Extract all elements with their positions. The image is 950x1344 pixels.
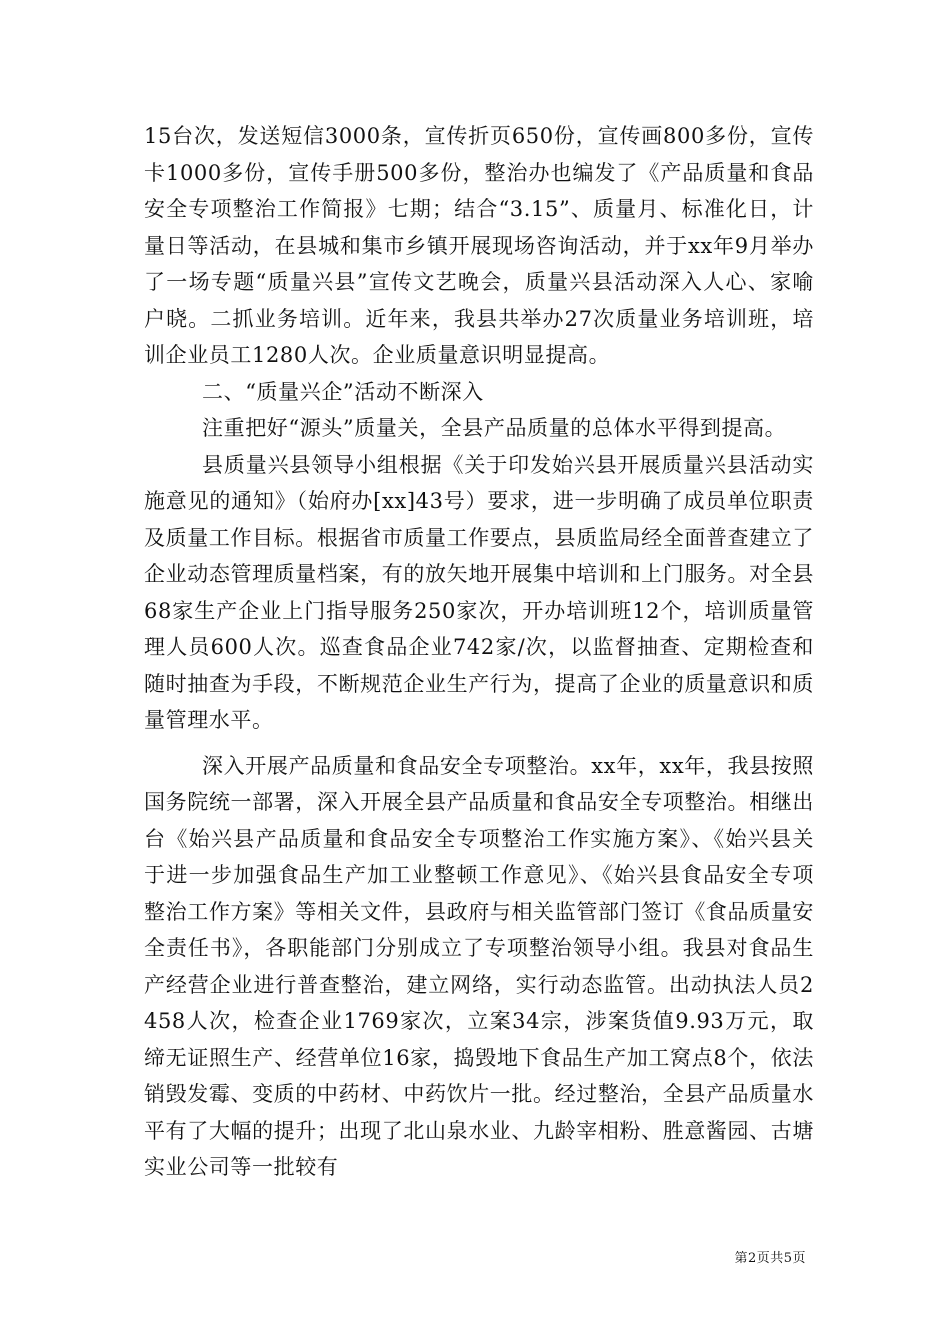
paragraph-special-rectification: 深入开展产品质量和食品安全专项整治。xx年，xx年，我县按照国务院统一部署，深入开展全县产品质量和食品安全专项整治。相继出台《始兴县产品质量和食品安全专项整治工作实施方案》、《始兴县关于进一步加强食品生产加工业整顿工作意见》、《始兴县食品安全专项整治工作方案》等相关文件，县政府与相关监管部门签订《食品质量安全责任书》，各职能部门分别成立了专项整治领导小组。我县对食品生产经营企业进行普查整治，建立网络，实行动态监管。出动执法人员2458人次，检查企业1769家次，立案34宗，涉案货值9.93万元，取缔无证照生产、经营单位16家，捣毁地下食品生产加工窝点8个，依法销毁发霉、变质的中药材、中药饮片一批。经过整治，全县产品质量水平有了大幅的提升；出现了北山泉水业、九龄宰相粉、胜意酱园、古塘实业公司等一批较有 xyxy=(144,753,814,1179)
document-body xyxy=(144,118,814,1186)
page-number-footer: 第2页共5页 xyxy=(734,1251,806,1266)
paragraph-source-quality: 注重把好“源头”质量关，全县产品质量的总体水平得到提高。 xyxy=(202,416,787,440)
paragraph-continuation: 15台次，发送短信3000条，宣传折页650份，宣传画800多份，宣传卡1000多份，宣传手册500多份，整治办也编发了《产品质量和食品安全专项整治工作简报》七期；结合“3.15”、质量月、标准化日，计量日等活动，在县城和集市乡镇开展现场咨询活动，并于xx年9月举办了一场专题“质量兴县”宣传文艺晚会，质量兴县活动深入人心、家喻户晓。二抓业务培训。近年来，我县共举办27次质量业务培训班，培训企业员工1280人次。企业质量意识明显提高。 xyxy=(144,124,814,367)
section-heading-2: 二、“质量兴企”活动不断深入 xyxy=(202,379,484,404)
paragraph-leadership-group: 县质量兴县领导小组根据《关于印发始兴县开展质量兴县活动实施意见的通知》（始府办[xx]43号）要求，进一步明确了成员单位职责及质量工作目标。根据省市质量工作要点，县质监局经全面普查建立了企业动态管理质量档案，有的放矢地开展集中培训和上门服务。对全县68家生产企业上门指导服务250家次，开办培训班12个，培训质量管理人员600人次。巡查食品企业742家/次，以监督抽查、定期检查和随时抽查为手段，不断规范企业生产行为，提高了企业的质量意识和质量管理水平。 xyxy=(144,452,814,732)
